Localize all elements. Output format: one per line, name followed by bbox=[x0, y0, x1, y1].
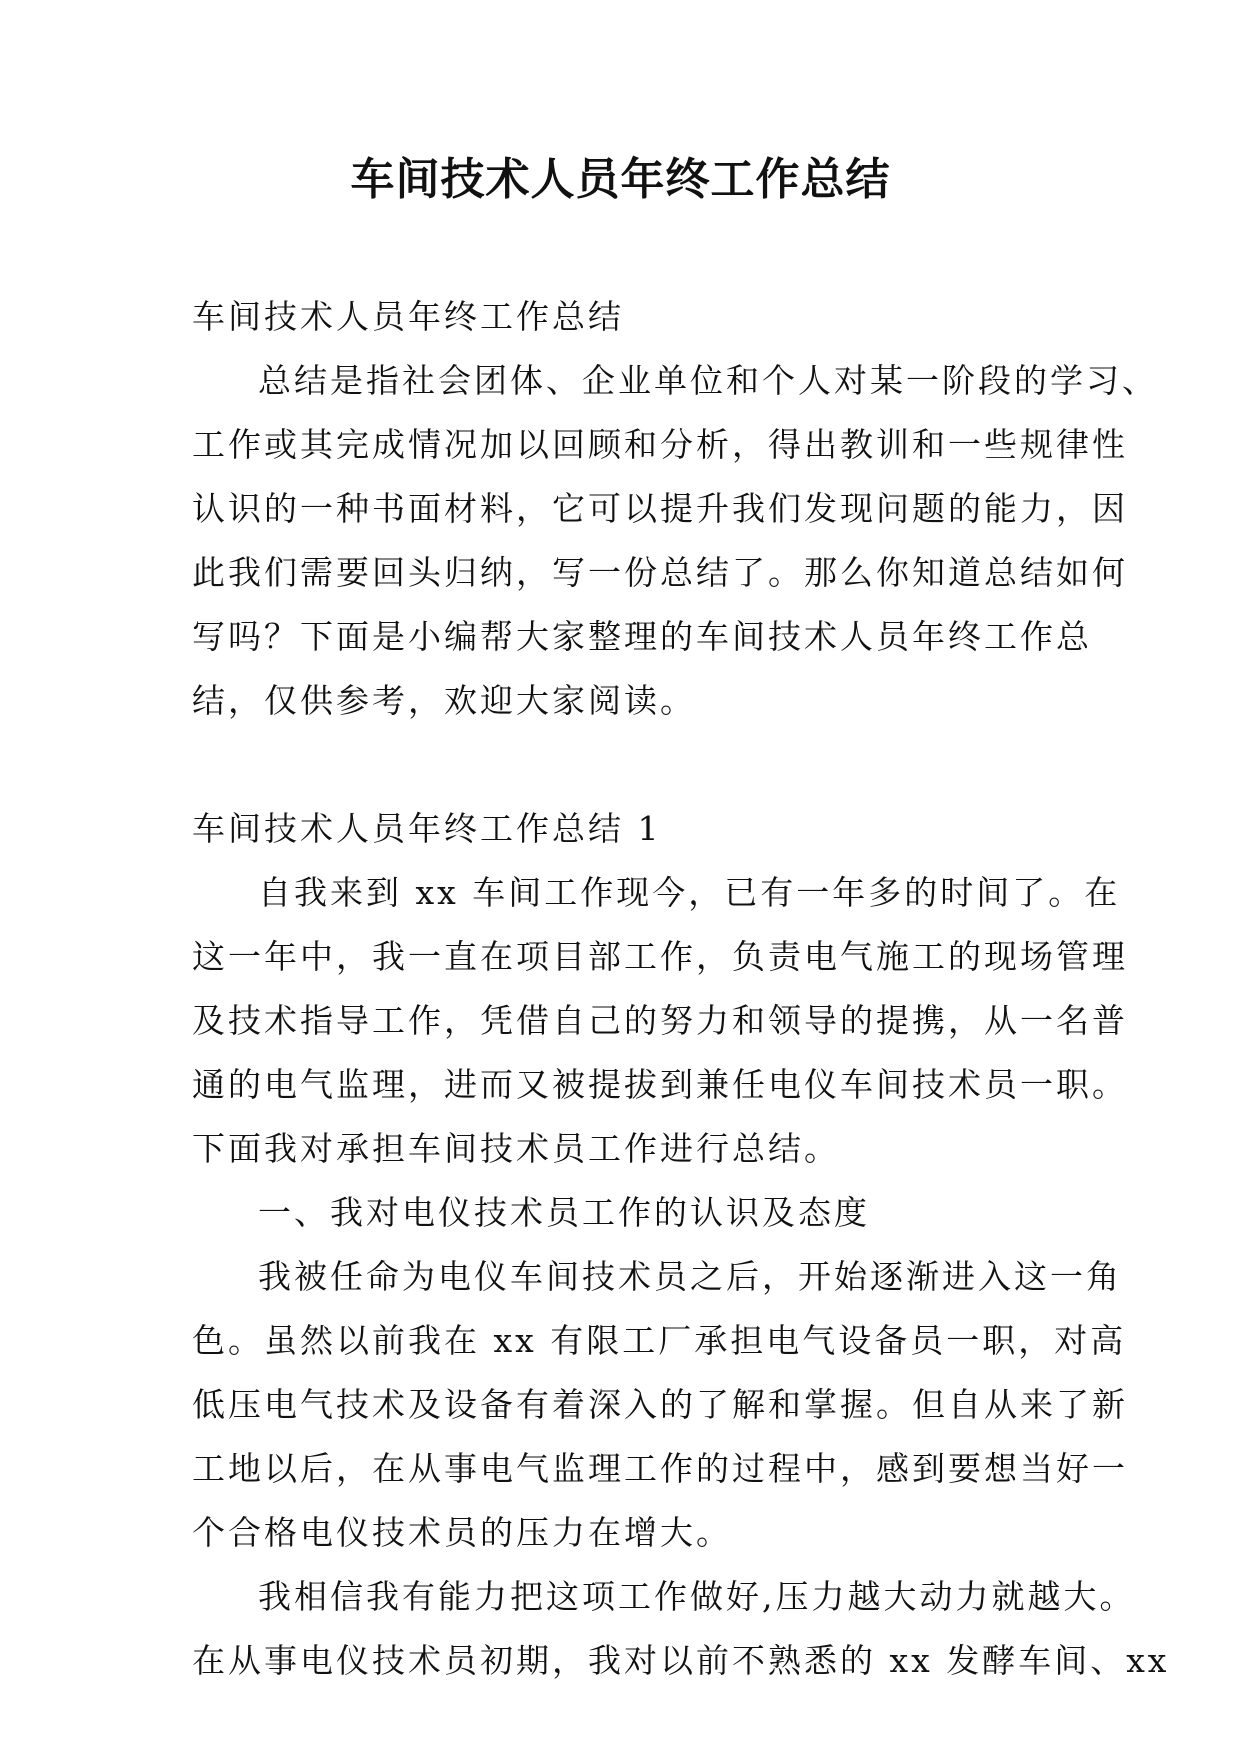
paragraph-line: 这一年中，我一直在项目部工作，负责电气施工的现场管理 bbox=[192, 937, 1128, 976]
paragraph-line: 结，仅供参考，欢迎大家阅读。 bbox=[192, 681, 696, 720]
paragraph-line: 总结是指社会团体、企业单位和个人对某一阶段的学习、 bbox=[258, 361, 1158, 400]
section-heading-1: 车间技术人员年终工作总结 1 bbox=[192, 809, 662, 848]
paragraph-line: 工地以后，在从事电气监理工作的过程中，感到要想当好一 bbox=[192, 1449, 1128, 1488]
paragraph-line: 个合格电仪技术员的压力在增大。 bbox=[192, 1513, 732, 1552]
paragraph-line: 工作或其完成情况加以回顾和分析，得出教训和一些规律性 bbox=[192, 425, 1128, 464]
paragraph-line: 我相信我有能力把这项工作做好,压力越大动力就越大。 bbox=[258, 1577, 1136, 1616]
paragraph-line: 我被任命为电仪车间技术员之后，开始逐渐进入这一角 bbox=[258, 1257, 1122, 1296]
document-body bbox=[192, 285, 1170, 1693]
paragraph-line: 低压电气技术及设备有着深入的了解和掌握。但自从来了新 bbox=[192, 1385, 1128, 1424]
section-heading-intro: 车间技术人员年终工作总结 bbox=[192, 297, 624, 336]
paragraph-line: 及技术指导工作，凭借自己的努力和领导的提携，从一名普 bbox=[192, 1001, 1128, 1040]
blank-line bbox=[192, 733, 1072, 797]
paragraph-line: 色。虽然以前我在 xx 有限工厂承担电气设备员一职，对高 bbox=[192, 1321, 1127, 1360]
paragraph-line: 此我们需要回头归纳，写一份总结了。那么你知道总结如何 bbox=[192, 553, 1128, 592]
subheading: 一、我对电仪技术员工作的认识及态度 bbox=[258, 1193, 870, 1232]
paragraph-line: 下面我对承担车间技术员工作进行总结。 bbox=[192, 1129, 840, 1168]
paragraph-line: 自我来到 xx 车间工作现今，已有一年多的时间了。在 bbox=[258, 873, 1121, 912]
document-title: 车间技术人员年终工作总结 bbox=[350, 154, 891, 205]
paragraph-line: 认识的一种书面材料，它可以提升我们发现问题的能力，因 bbox=[192, 489, 1128, 528]
paragraph-line: 在从事电仪技术员初期，我对以前不熟悉的 xx 发酵车间、xx bbox=[192, 1641, 1170, 1680]
paragraph-line: 写吗？下面是小编帮大家整理的车间技术人员年终工作总 bbox=[192, 617, 1092, 656]
paragraph-line: 通的电气监理，进而又被提拔到兼任电仪车间技术员一职。 bbox=[192, 1065, 1128, 1104]
